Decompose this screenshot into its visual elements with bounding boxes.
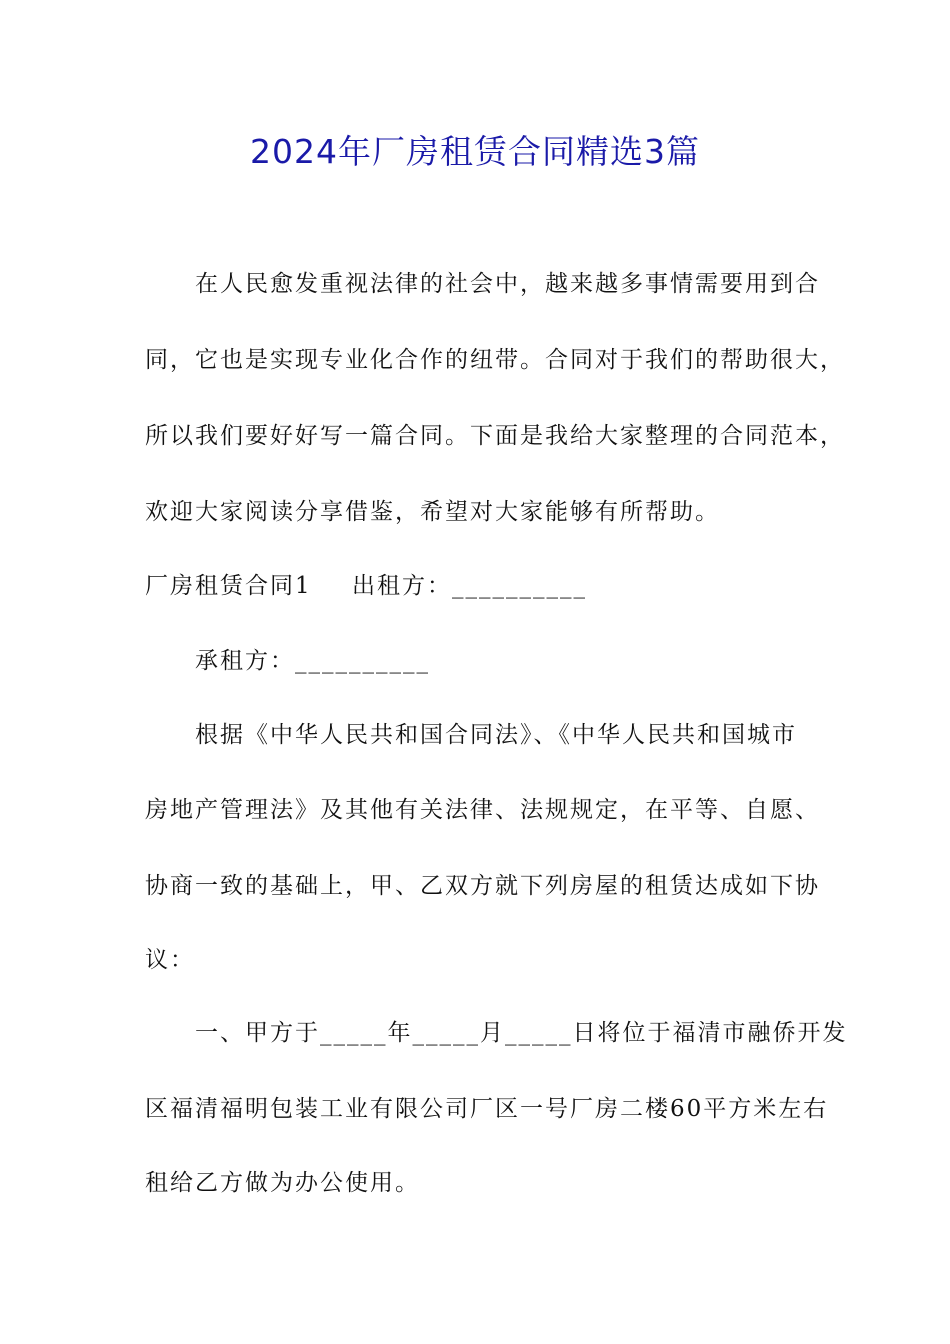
clause1-line-1: 一、甲方于_____年_____月_____日将位于福清市融侨开发 [195, 1020, 848, 1046]
basis-line-2: 房地产管理法》及其他有关法律、法规规定，在平等、自愿、 [145, 797, 820, 823]
intro-line-1: 在人民愈发重视法律的社会中，越来越多事情需要用到合 [195, 271, 820, 297]
basis-line-3: 协商一致的基础上，甲、乙双方就下列房屋的租赁达成如下协 [145, 873, 820, 899]
clause1-line-2: 区福清福明包装工业有限公司厂区一号厂房二楼60平方米左右 [145, 1096, 829, 1122]
basis-line-1: 根据《中华人民共和国合同法》、《中华人民共和国城市 [195, 722, 797, 748]
basis-line-4: 议： [145, 947, 195, 973]
document-title: 2024年厂房租赁合同精选3篇 [250, 132, 700, 171]
intro-line-2: 同，它也是实现专业化合作的纽带。合同对于我们的帮助很大， [145, 347, 845, 373]
intro-line-4: 欢迎大家阅读分享借鉴，希望对大家能够有所帮助。 [145, 499, 720, 525]
clause1-line-3: 租给乙方做为办公使用。 [145, 1170, 420, 1196]
contract-heading: 厂房租赁合同1 [145, 573, 312, 599]
lessee-line: 承租方：__________ [195, 648, 430, 674]
intro-line-3: 所以我们要好好写一篇合同。下面是我给大家整理的合同范本， [145, 423, 845, 449]
lessor-line: 出租方：__________ [352, 573, 587, 599]
